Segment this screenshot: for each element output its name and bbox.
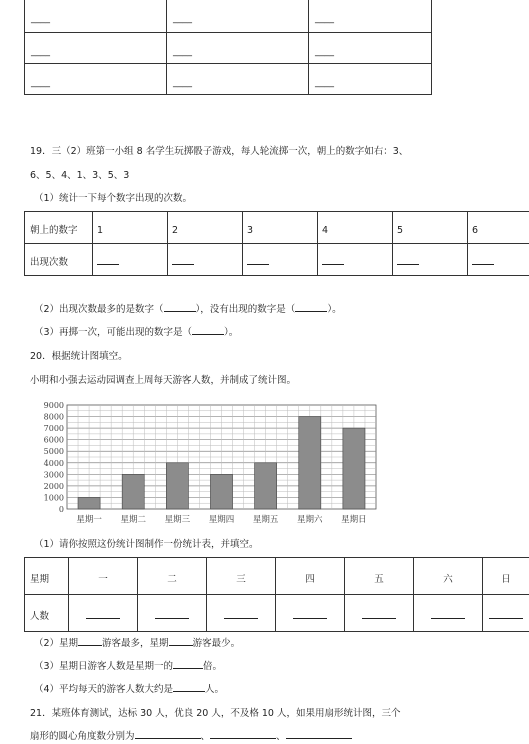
answer-blank[interactable]	[155, 618, 189, 619]
chart-x-ticks	[76, 514, 366, 525]
answer-blank[interactable]	[293, 618, 327, 619]
top-table-cell: ____	[167, 0, 309, 33]
answer-blank[interactable]	[210, 738, 276, 739]
q20-day-cell: 一	[69, 558, 138, 595]
chart-y-tick-label: 5000	[43, 447, 64, 457]
q20-day-cell: 四	[276, 558, 345, 595]
chart-y-tick-label: 3000	[43, 470, 64, 480]
answer-blank[interactable]	[295, 311, 327, 312]
q20-sub4: （4）平均每天的游客人数大约是 人。	[34, 684, 225, 695]
chart-x-tick-label: 星期五	[252, 515, 279, 525]
q20-day-cell: 五	[345, 558, 414, 595]
answer-blank[interactable]	[397, 264, 419, 265]
q20-row-label: 人数	[25, 595, 69, 632]
q20-answer-cell[interactable]	[483, 595, 529, 632]
q19-table-row	[25, 244, 529, 276]
chart-x-tick-label: 星期六	[297, 515, 323, 525]
answer-blank[interactable]	[173, 668, 203, 669]
chart-x-tick-label: 星期四	[208, 515, 235, 525]
q20-title: 20．根据统计图填空。	[30, 351, 128, 362]
answer-blank[interactable]	[489, 618, 523, 619]
answer-blank[interactable]	[472, 264, 494, 265]
q20-day-cell: 二	[138, 558, 207, 595]
chart-bar	[343, 428, 365, 509]
q20-answer-cell[interactable]	[207, 595, 276, 632]
q21-text-line1: 21．某班体育测试，达标 30 人，优良 20 人，不及格 10 人，如果用扇形统计图，三个	[30, 708, 401, 719]
top-table-cell: ____	[167, 33, 309, 64]
top-table-row	[25, 0, 432, 33]
answer-blank[interactable]	[247, 264, 269, 265]
chart-bar	[78, 497, 100, 509]
q19-answer-cell[interactable]	[468, 244, 529, 276]
top-table	[24, 0, 432, 95]
chart-y-tick-label: 4000	[43, 458, 64, 468]
chart-y-tick-label: 9000	[43, 401, 64, 410]
q20-table-row	[25, 558, 529, 595]
q19-answer-cell[interactable]	[243, 244, 318, 276]
chart-y-tick-label: 1000	[43, 493, 64, 503]
answer-blank[interactable]	[173, 691, 205, 692]
top-table-cell: ____	[309, 0, 432, 33]
chart-bar	[255, 463, 277, 509]
q20-day-cell: 日	[483, 558, 529, 595]
q19-sub1: （1）统计一下每个数字出现的次数。	[34, 193, 193, 204]
q19-answer-cell[interactable]	[393, 244, 468, 276]
q19-answer-cell[interactable]	[168, 244, 243, 276]
q19-answer-cell[interactable]	[318, 244, 393, 276]
answer-blank[interactable]	[172, 264, 194, 265]
top-table-row	[25, 64, 432, 95]
top-table-cell: ____	[309, 33, 432, 64]
q19-number-cell: 6	[468, 212, 529, 244]
q20-answer-cell[interactable]	[345, 595, 414, 632]
top-table-cell: ____	[309, 64, 432, 95]
answer-blank[interactable]	[135, 738, 201, 739]
q21-text-line2: 扇形的圆心角度数分别为 、 、	[30, 731, 352, 743]
chart-y-tick-label: 6000	[43, 435, 64, 445]
chart-y-ticks	[44, 401, 64, 514]
q19-number-cell: 5	[393, 212, 468, 244]
q20-table-row	[25, 595, 529, 632]
answer-blank[interactable]	[97, 264, 119, 265]
q19-table-row	[25, 212, 529, 244]
chart-x-tick-label: 星期二	[120, 515, 146, 525]
chart-y-tick-label: 7000	[43, 424, 64, 434]
answer-blank[interactable]	[322, 264, 344, 265]
chart-bar	[122, 474, 144, 509]
top-table-row	[25, 33, 432, 64]
chart-x-tick-label: 星期一	[76, 515, 102, 525]
top-table-cell: ____	[25, 33, 167, 64]
answer-blank[interactable]	[192, 334, 224, 335]
q20-day-cell: 六	[414, 558, 483, 595]
q19-row-label: 朝上的数字	[25, 212, 93, 244]
chart-y-tick-label: 0	[58, 505, 64, 514]
q19-number-cell: 3	[243, 212, 318, 244]
q19-sub3: （3）再掷一次，可能出现的数字是（ ）。	[34, 327, 239, 338]
answer-blank[interactable]	[169, 645, 193, 646]
q20-sub3: （3）星期日游客人数是星期一的 倍。	[34, 661, 223, 672]
q19-text-line2: 6、5、4、1、3、5、3	[30, 170, 130, 181]
q19-sub2: （2）出现次数最多的是数字（ ），没有出现的数字是（ ）。	[34, 304, 342, 315]
q19-table	[24, 211, 529, 276]
answer-blank[interactable]	[78, 645, 102, 646]
answer-blank[interactable]	[431, 618, 465, 619]
answer-blank[interactable]	[224, 618, 258, 619]
top-table-cell: ____	[25, 64, 167, 95]
q19-number-cell: 4	[318, 212, 393, 244]
chart-y-tick-label: 8000	[43, 412, 64, 422]
chart-x-tick-label: 星期日	[341, 515, 367, 525]
q20-answer-cell[interactable]	[276, 595, 345, 632]
answer-blank[interactable]	[362, 618, 396, 619]
answer-blank[interactable]	[286, 738, 352, 739]
q19-answer-cell[interactable]	[93, 244, 168, 276]
top-table-cell: ____	[167, 64, 309, 95]
chart-bar	[299, 417, 321, 509]
q19-text-line1: 19．三（2）班第一小组 8 名学生玩掷骰子游戏，每人轮流掷一次，朝上的数字如右：3、	[30, 146, 409, 157]
q20-day-cell: 三	[207, 558, 276, 595]
answer-blank[interactable]	[86, 618, 120, 619]
chart-bar	[210, 474, 232, 509]
q20-intro: 小明和小强去运动园调查上周每天游客人数，并制成了统计图。	[30, 375, 297, 386]
q19-number-cell: 1	[93, 212, 168, 244]
q20-sub2: （2）星期 游客最多，星期 游客最少。	[34, 638, 241, 649]
q20-answer-cell[interactable]	[138, 595, 207, 632]
q20-table	[24, 557, 529, 632]
visitor-bar-chart	[30, 399, 380, 529]
q20-row-label: 星期	[25, 558, 69, 595]
q20-sub1: （1）请你按照这份统计图制作一份统计表，并填空。	[34, 539, 259, 550]
answer-blank[interactable]	[164, 311, 196, 312]
q19-row-label: 出现次数	[25, 244, 93, 276]
q20-answer-cell[interactable]	[414, 595, 483, 632]
q20-answer-cell[interactable]	[69, 595, 138, 632]
chart-bar	[166, 463, 188, 509]
top-table-cell: ____	[25, 0, 167, 33]
chart-y-tick-label: 2000	[43, 481, 64, 491]
chart-x-tick-label: 星期三	[164, 515, 191, 525]
q19-number-cell: 2	[168, 212, 243, 244]
